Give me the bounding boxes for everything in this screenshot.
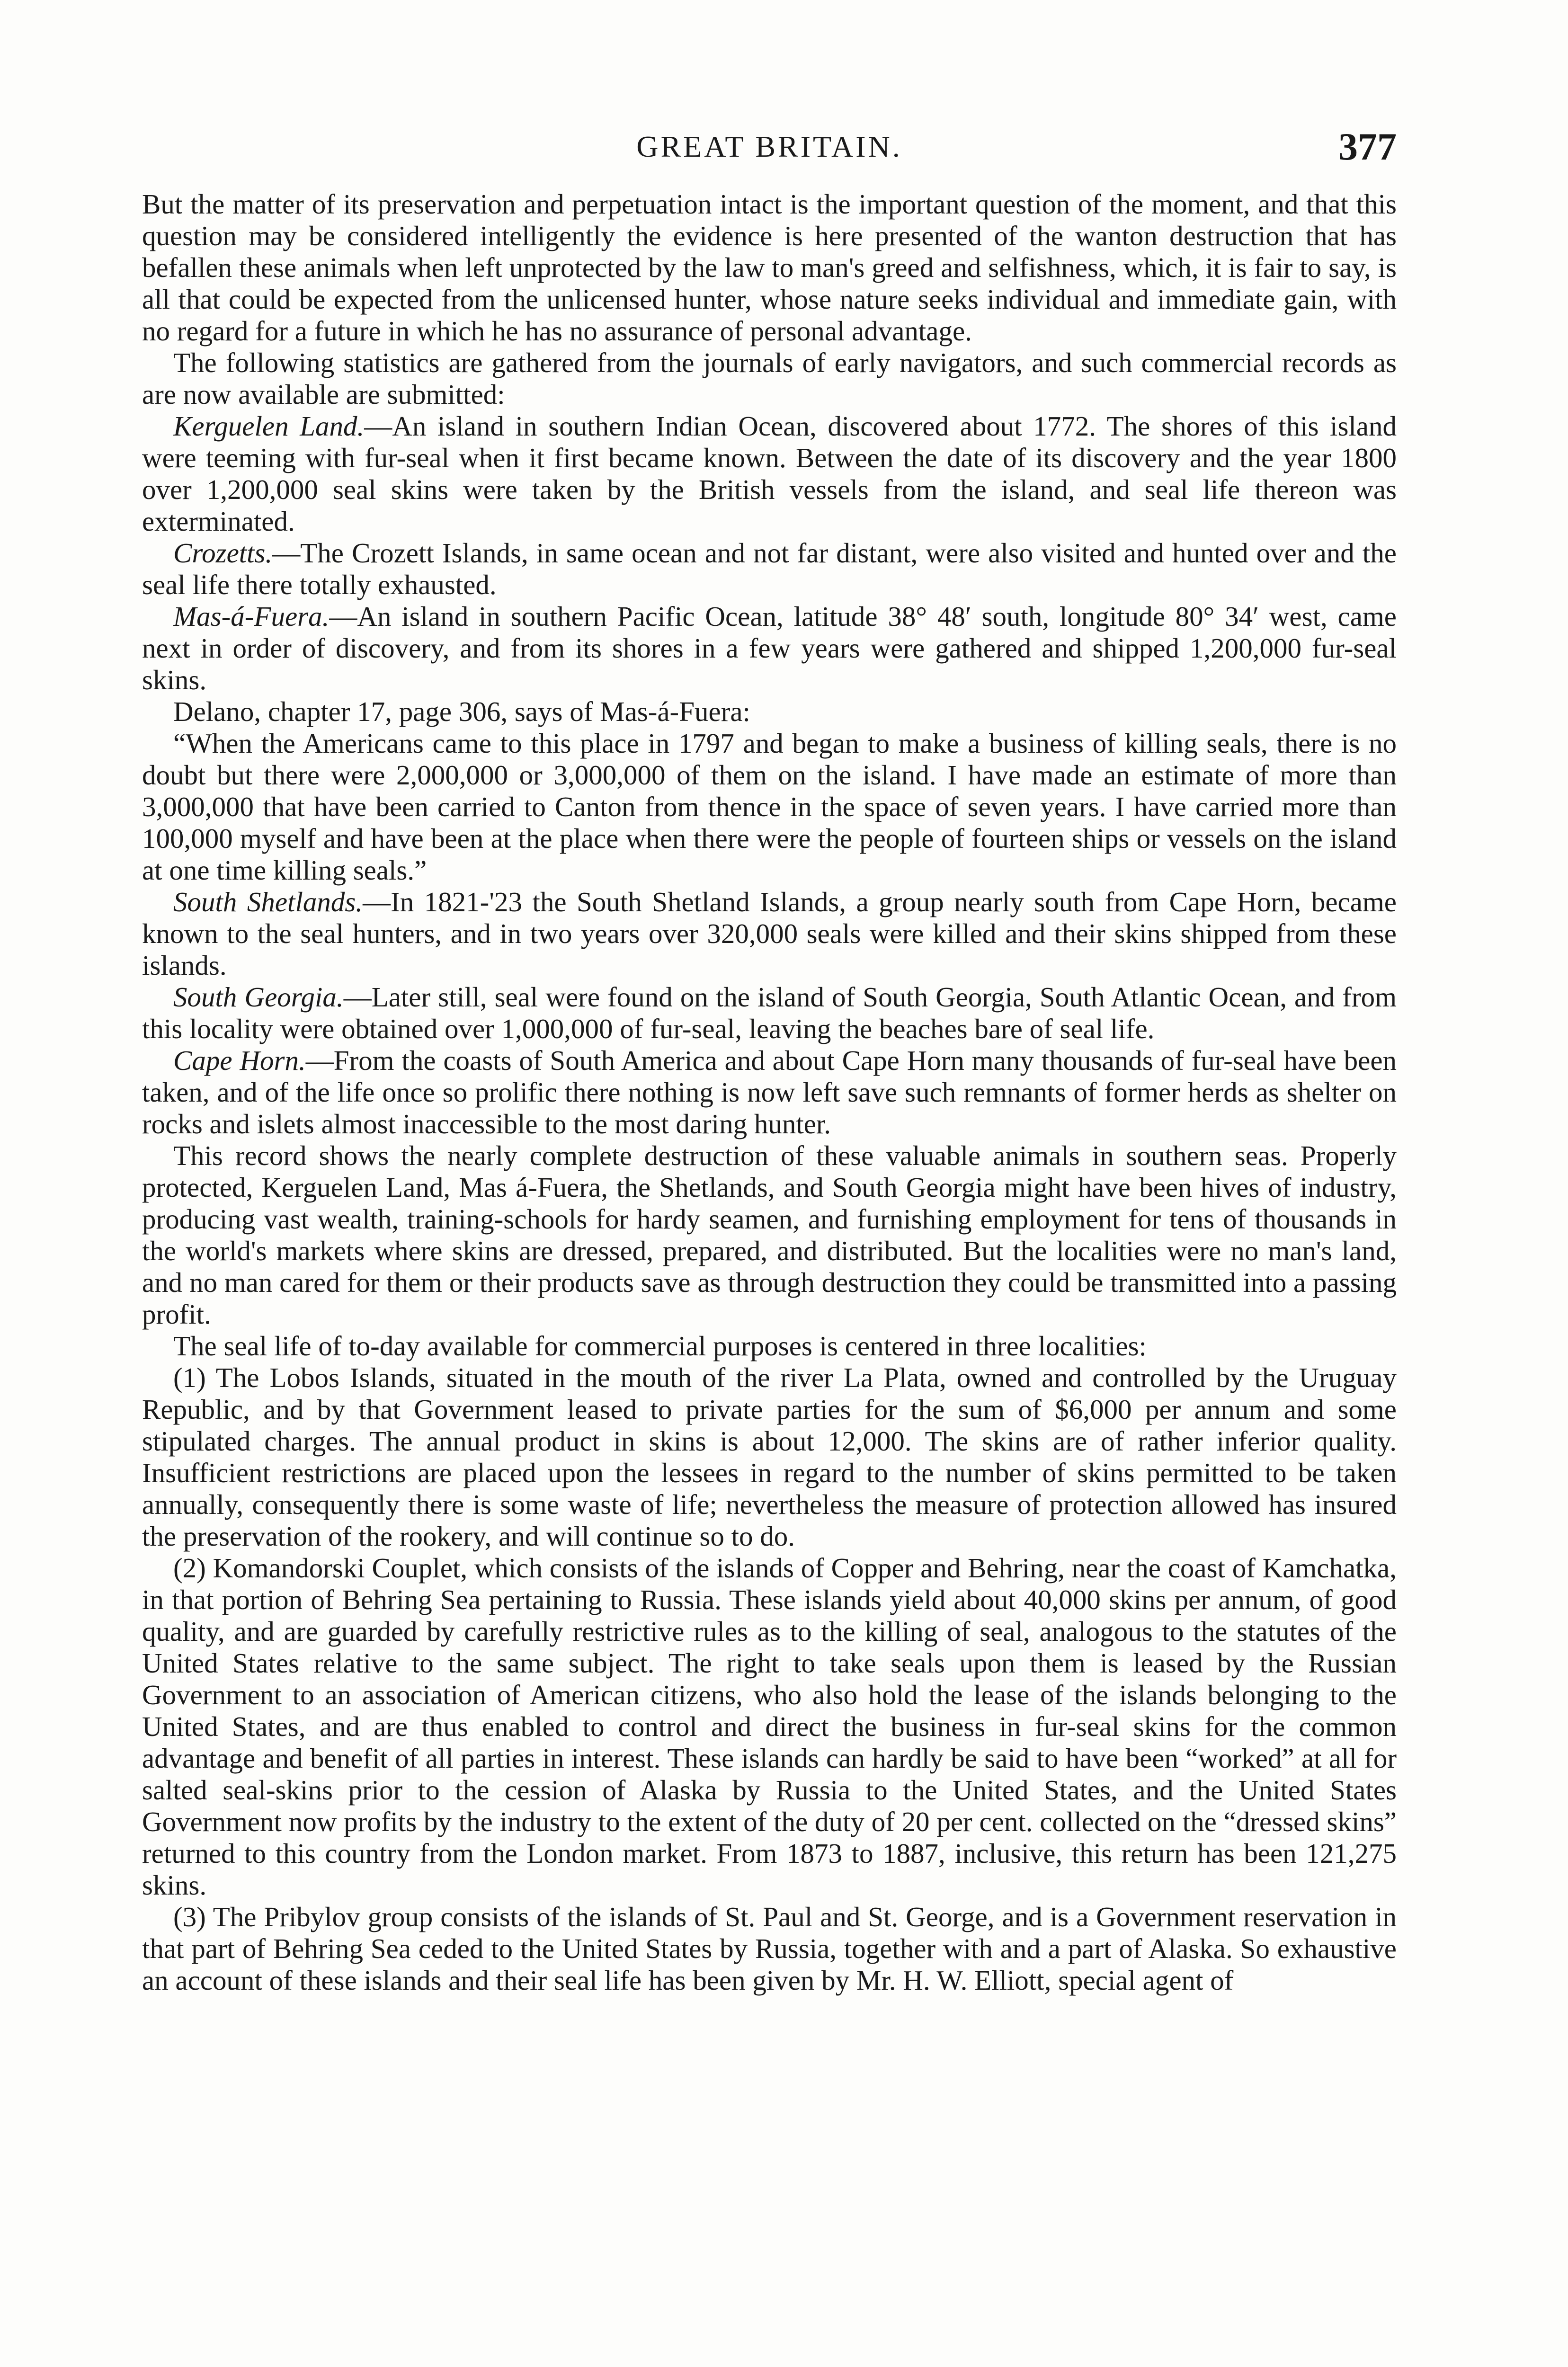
paragraph-lead: South Shetlands. bbox=[173, 886, 363, 917]
paragraph-text: The seal life of to-day available for commercial purposes is centered in three localities: bbox=[173, 1330, 1147, 1361]
page-number: 377 bbox=[1338, 125, 1397, 168]
paragraph-south-shetlands bbox=[142, 886, 1397, 981]
paragraph-statistics-intro bbox=[142, 347, 1397, 410]
paragraph-preservation bbox=[142, 188, 1397, 347]
paragraph-text: —The Crozett Islands, in same ocean and not far distant, were also visited and hunted over and the seal life there totally exhausted. bbox=[142, 537, 1397, 600]
page-header bbox=[142, 118, 1397, 175]
paragraph-lead: Cape Horn. bbox=[173, 1045, 306, 1076]
paragraph-lead: Mas-á-Fuera. bbox=[173, 601, 330, 632]
paragraph-lobos-islands bbox=[142, 1362, 1397, 1552]
paragraph-text: This record shows the nearly complete destruction of these valuable animals in southern seas. Properly protected, Kerguelen Land, Mas á-Fuera, the Shetlands, and South Georgia might have been hives of industry, producing vast wealth, training-schools for hardy seamen, and furnishing employment for tens of thousands in the world's markets where skins are dressed, prepared, and distributed. But the localities were no man's land, and no man cared for them or their products save as through destruction they could be transmitted into a passing profit. bbox=[142, 1140, 1397, 1330]
paragraph-text: But the matter of its preservation and perpetuation intact is the important question of the moment, and that this question may be considered intelligently the evidence is here presented of the wanton destruction that has befallen these animals when left unprotected by the law to man's greed and selfishness, which, it is fair to say, is all that could be expected from the unlicensed hunter, whose nature seeks individual and immediate gain, with no regard for a future in which he has no assurance of personal advantage. bbox=[142, 188, 1397, 347]
paragraph-text: —From the coasts of South America and about Cape Horn many thousands of fur-seal have been taken, and of the life once so prolific there nothing is now left save such remnants of former herds as shelter on rocks and islets almost inaccessible to the most daring hunter. bbox=[142, 1045, 1397, 1139]
paragraph-text: The following statistics are gathered from the journals of early navigators, and such commercial records as are now available are submitted: bbox=[142, 347, 1397, 410]
paragraph-komandorski bbox=[142, 1552, 1397, 1901]
paragraph-three-localities bbox=[142, 1330, 1397, 1362]
paragraph-lead: Crozetts. bbox=[173, 537, 273, 569]
paragraph-cape-horn bbox=[142, 1045, 1397, 1140]
body-text bbox=[142, 188, 1397, 2367]
paragraph-text: —Later still, seal were found on the island of South Georgia, South Atlantic Ocean, and from this locality were obtained over 1,000,000 of fur-seal, leaving the beaches bare of seal life. bbox=[142, 981, 1397, 1044]
paragraph-text: (1) The Lobos Islands, situated in the mouth of the river La Plata, owned and controlled by the Uruguay Republic, and by that Government leased to private parties for the sum of $6,000 per annum and some stipulated charges. The annual product in skins is about 12,000. The skins are of rather inferior quality. Insufficient restrictions are placed upon the lessees in regard to the number of skins permitted to be taken annually, consequently there is some waste of life; nevertheless the measure of protection allowed has insured the preservation of the rookery, and will continue so to do. bbox=[142, 1362, 1397, 1552]
paragraph-text: —An island in southern Pacific Ocean, latitude 38° 48′ south, longitude 80° 34′ west, came next in order of discovery, and from its shores in a few years were gathered and shipped 1,200,000 fur-seal skins. bbox=[142, 601, 1397, 695]
paragraph-text: —An island in southern Indian Ocean, discovered about 1772. The shores of this island were teeming with fur-seal when it first became known. Between the date of its discovery and the year 1800 over 1,200,000 seal skins were taken by the British vessels from the island, and seal life thereon was exterminated. bbox=[142, 410, 1397, 537]
paragraph-crozetts bbox=[142, 537, 1397, 601]
paragraph-pribylov bbox=[142, 1901, 1397, 1996]
paragraph-lead: Kerguelen Land. bbox=[173, 410, 365, 442]
paragraph-kerguelen-land bbox=[142, 410, 1397, 537]
running-head: GREAT BRITAIN. bbox=[636, 130, 902, 163]
paragraph-text: (2) Komandorski Couplet, which consists of the islands of Copper and Behring, near the coast of Kamchatka, in that portion of Behring Sea pertaining to Russia. These islands yield about 40,000 skins per annum, of good quality, and are guarded by carefully restrictive rules as to the killing of seal, analogous to the statutes of the United States relative to the same subject. The right to take seals upon them is leased by the Russian Government to an association of American citizens, who also hold the lease of the islands belonging to the United States, and are thus enabled to control and direct the business in fur-seal skins for the common advantage and benefit of all parties in interest. These islands can hardly be said to have been “worked” at all for salted seal-skins prior to the cession of Alaska by Russia to the United States, and the United States Government now profits by the industry to the extent of the duty of 20 per cent. collected on the “dressed skins” returned to this country from the London market. From 1873 to 1887, inclusive, this return has been 121,275 skins. bbox=[142, 1552, 1397, 1901]
paragraph-destruction-record bbox=[142, 1140, 1397, 1330]
paragraph-lead: South Georgia. bbox=[173, 981, 344, 1013]
paragraph-text: Delano, chapter 17, page 306, says of Mas-á-Fuera: bbox=[173, 696, 750, 727]
paragraph-text: “When the Americans came to this place in 1797 and began to make a business of killing seals, there is no doubt but there were 2,000,000 or 3,000,000 of them on the island. I have made an estimate of more than 3,000,000 that have been carried to Canton from thence in the space of seven years. I have carried more than 100,000 myself and have been at the place when there were the people of fourteen ships or vessels on the island at one time killing seals.” bbox=[142, 728, 1397, 886]
paragraph-delano-citation bbox=[142, 696, 1397, 728]
paragraph-text: —In 1821-'23 the South Shetland Islands, a group nearly south from Cape Horn, became known to the seal hunters, and in two years over 320,000 seals were killed and their skins shipped from these islands. bbox=[142, 886, 1397, 981]
paragraph-text: (3) The Pribylov group consists of the islands of St. Paul and St. George, and is a Government reservation in that part of Behring Sea ceded to the United States by Russia, together with and a part of Alaska. So exhaustive an account of these islands and their seal life has been given by Mr. H. W. Elliott, special agent of bbox=[142, 1901, 1397, 1996]
paragraph-south-georgia bbox=[142, 981, 1397, 1045]
paragraph-mas-a-fuera bbox=[142, 601, 1397, 696]
paragraph-delano-quote bbox=[142, 728, 1397, 886]
